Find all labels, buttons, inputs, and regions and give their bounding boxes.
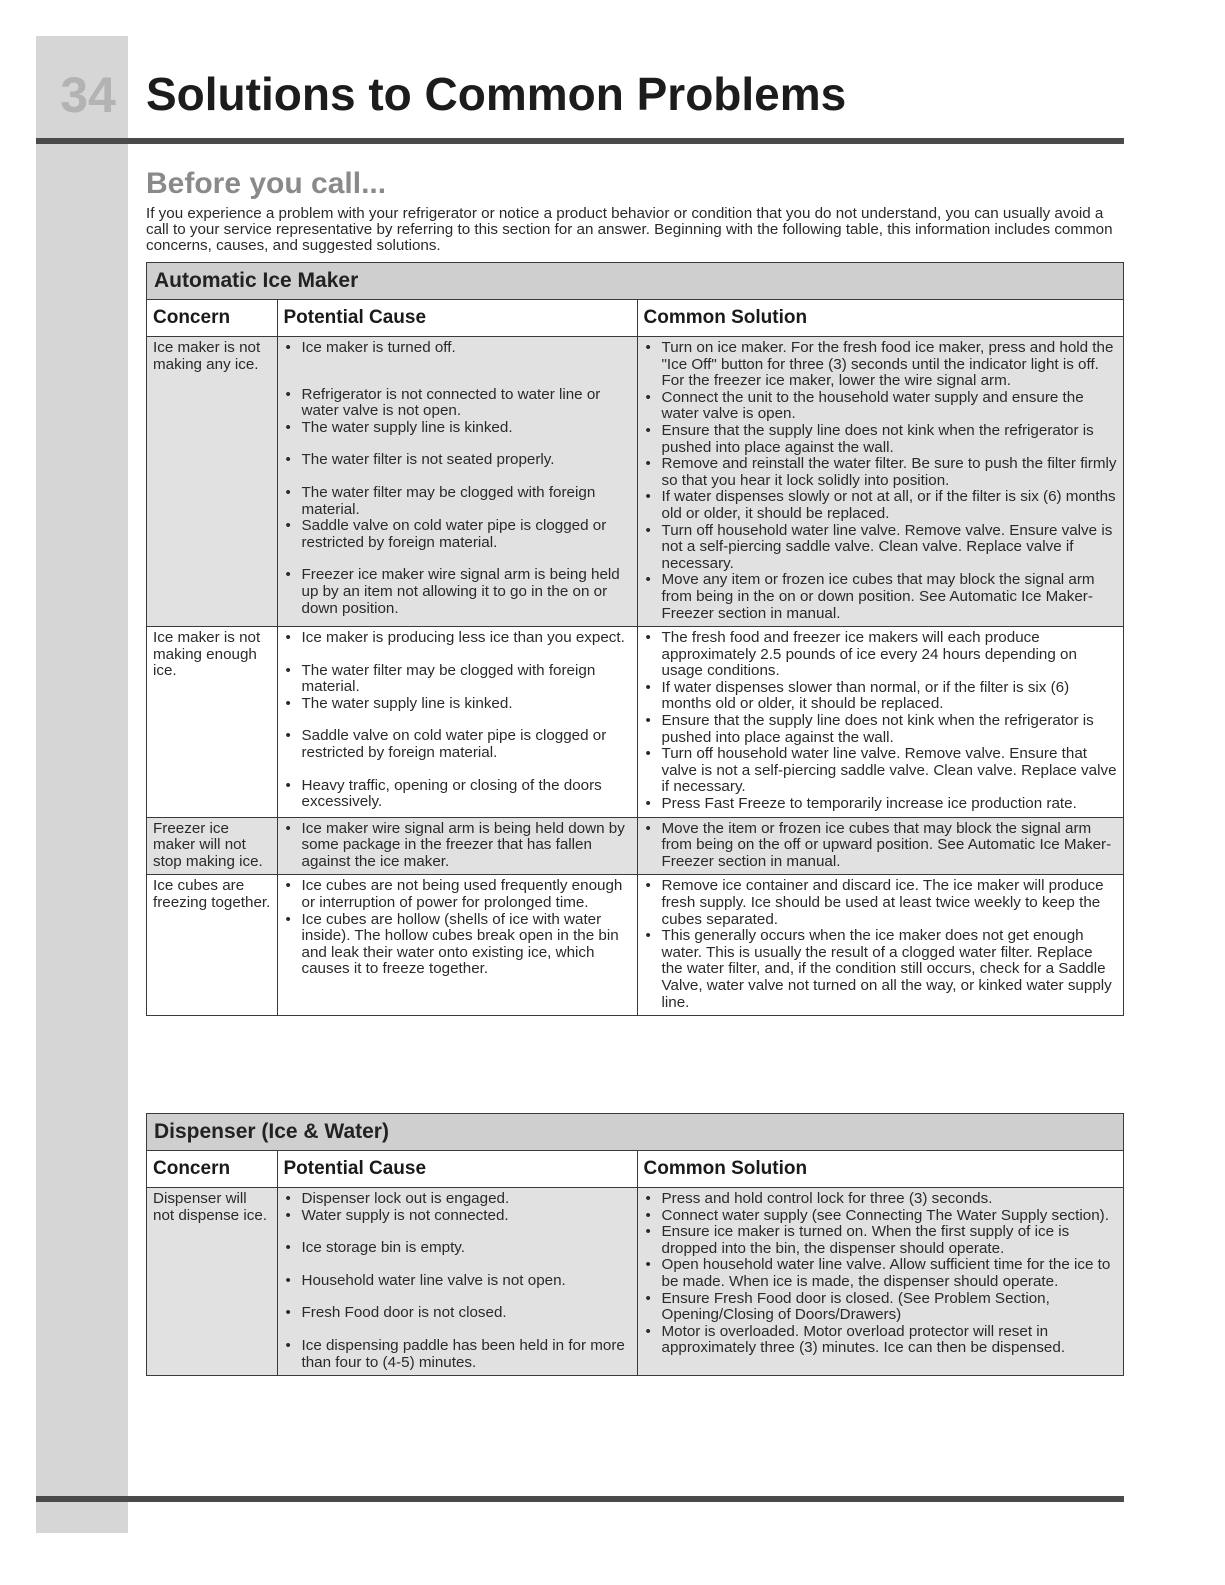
table-row <box>147 337 1123 627</box>
cause-item: • Ice storage bin is empty. <box>284 1240 631 1257</box>
header-concern: Concern <box>147 300 277 337</box>
cause-cell <box>277 627 637 818</box>
cause-item: • The water filter is not seated properly. <box>284 452 631 469</box>
cause-item: • Ice cubes are hollow (shells of ice with water inside). The hollow cubes break open in the bin and leak their water onto existing ice, which causes it to freeze together. <box>284 912 631 978</box>
bottom-divider <box>36 1496 1124 1502</box>
ice-maker-title: Automatic Ice Maker <box>147 263 1123 300</box>
solution-item: • Ensure that the supply line does not kink when the refrigerator is pushed into place against the wall. <box>644 423 1118 456</box>
concern-cell: Ice cubes are freezing together. <box>147 875 277 1015</box>
solution-item: • Turn off household water line valve. Remove valve. Ensure that valve is not a self-piercing saddle valve. Clean valve. Replace valve if necessary. <box>644 746 1118 796</box>
cause-item: • The water filter may be clogged with foreign material. <box>284 663 631 696</box>
table-row <box>147 875 1123 1015</box>
concern-cell: Dispenser will not dispense ice. <box>147 1188 277 1376</box>
solution-cell <box>637 627 1123 818</box>
solution-item: • Open household water line valve. Allow sufficient time for the ice to be made. When ice is made, the dispenser should operate. <box>644 1257 1118 1290</box>
intro-paragraph: If you experience a problem with your refrigerator or notice a product behavior or condition that you do not understand, you can usually avoid a call to your service representative by referring to this section for an answer. Beginning with the following table, this information includes common concerns, causes, and suggested solutions. <box>146 205 1113 254</box>
cause-cell <box>277 875 637 1015</box>
solution-item: • Ensure ice maker is turned on. When the first supply of ice is dropped into the bin, the dispenser should operate. <box>644 1224 1118 1257</box>
cause-item: • Ice maker wire signal arm is being held down by some package in the freezer that has fallen against the ice maker. <box>284 821 631 871</box>
header-concern: Concern <box>147 1151 277 1188</box>
solution-item: • If water dispenses slowly or not at all, or if the filter is six (6) months old or older, it should be replaced. <box>644 489 1118 522</box>
page-title: Solutions to Common Problems <box>146 68 847 120</box>
concern-cell: Freezer ice maker will not stop making ice. <box>147 817 277 875</box>
table-row <box>147 1188 1123 1376</box>
solution-item: • Move the item or frozen ice cubes that may block the signal arm from being on the off or upward position. See Automatic Ice Maker-Freezer section in manual. <box>644 821 1118 871</box>
header-solution: Common Solution <box>637 1151 1123 1188</box>
solution-cell <box>637 1188 1123 1376</box>
cause-cell <box>277 817 637 875</box>
solution-item: • Press Fast Freeze to temporarily increase ice production rate. <box>644 796 1118 813</box>
dispenser-table <box>146 1113 1124 1376</box>
cause-item: • Water supply is not connected. <box>284 1208 631 1225</box>
solution-item: • Motor is overloaded. Motor overload protector will reset in approximately three (3) minutes. Ice can then be dispensed. <box>644 1324 1118 1357</box>
ice-maker-grid <box>147 300 1123 1015</box>
cause-item: • Ice maker is turned off. <box>284 340 631 357</box>
top-divider <box>36 138 1124 144</box>
solution-item: • Turn off household water line valve. Remove valve. Ensure valve is not a self-piercing saddle valve. Clean valve. Replace valve if necessary. <box>644 523 1118 573</box>
concern-cell: Ice maker is not making enough ice. <box>147 627 277 818</box>
section-subtitle: Before you call... <box>146 167 387 200</box>
solution-item: • Connect water supply (see Connecting The Water Supply section). <box>644 1208 1118 1225</box>
solution-item: • Turn on ice maker. For the fresh food ice maker, press and hold the "Ice Off" button for three (3) seconds until the indicator light is off. For the freezer ice maker, lower the wire signal arm. <box>644 340 1118 390</box>
ice-maker-table <box>146 262 1124 1016</box>
cause-item: • Ice dispensing paddle has been held in for more than four to (4-5) minutes. <box>284 1338 631 1371</box>
header-cause: Potential Cause <box>277 300 637 337</box>
solution-cell <box>637 875 1123 1015</box>
cause-item: • Household water line valve is not open. <box>284 1273 631 1290</box>
cause-item: • Heavy traffic, opening or closing of the doors excessively. <box>284 778 631 811</box>
cause-item: • Ice maker is producing less ice than you expect. <box>284 630 631 647</box>
solution-item: • The fresh food and freezer ice makers will each produce approximately 2.5 pounds of ice every 24 hours depending on usage conditions. <box>644 630 1118 680</box>
solution-cell <box>637 817 1123 875</box>
solution-item: • Ensure Fresh Food door is closed. (See Problem Section, Opening/Closing of Doors/Drawers) <box>644 1291 1118 1324</box>
cause-item: • Fresh Food door is not closed. <box>284 1305 631 1322</box>
solution-item: • This generally occurs when the ice maker does not get enough water. This is usually the result of a clogged water filter. Replace the water filter, and, if the condition still occurs, check for a Saddle Valve, water valve not turned on all the way, or kinked water supply line. <box>644 928 1118 1011</box>
cause-item: • Saddle valve on cold water pipe is clogged or restricted by foreign material. <box>284 518 631 551</box>
cause-item: • The water filter may be clogged with foreign material. <box>284 485 631 518</box>
cause-item: • Saddle valve on cold water pipe is clogged or restricted by foreign material. <box>284 728 631 761</box>
side-shade-bar <box>36 36 128 1533</box>
solution-item: • Remove ice container and discard ice. The ice maker will produce fresh supply. Ice should be used at least twice weekly to keep the cubes separated. <box>644 878 1118 928</box>
table-row <box>147 817 1123 875</box>
cause-item: • The water supply line is kinked. <box>284 696 631 713</box>
page-number: 34 <box>60 67 116 123</box>
cause-item: • Refrigerator is not connected to water line or water valve is not open. <box>284 387 631 420</box>
solution-item: • Ensure that the supply line does not kink when the refrigerator is pushed into place against the wall. <box>644 713 1118 746</box>
cause-item: • Ice cubes are not being used frequently enough or interruption of power for prolonged time. <box>284 878 631 911</box>
cause-cell <box>277 337 637 627</box>
dispenser-grid <box>147 1151 1123 1375</box>
solution-item: • Connect the unit to the household water supply and ensure the water valve is open. <box>644 390 1118 423</box>
dispenser-title: Dispenser (Ice & Water) <box>147 1114 1123 1151</box>
cause-item: • Dispenser lock out is engaged. <box>284 1191 631 1208</box>
solution-item: • Move any item or frozen ice cubes that may block the signal arm from being in the on or down position. See Automatic Ice Maker-Freezer section in manual. <box>644 572 1118 622</box>
header-cause: Potential Cause <box>277 1151 637 1188</box>
concern-cell: Ice maker is not making any ice. <box>147 337 277 627</box>
solution-cell <box>637 337 1123 627</box>
solution-item: • Press and hold control lock for three (3) seconds. <box>644 1191 1118 1208</box>
cause-item: • The water supply line is kinked. <box>284 420 631 437</box>
header-solution: Common Solution <box>637 300 1123 337</box>
table-row <box>147 627 1123 818</box>
solution-item: • If water dispenses slower than normal, or if the filter is six (6) months old or older, it should be replaced. <box>644 680 1118 713</box>
solution-item: • Remove and reinstall the water filter. Be sure to push the filter firmly so that you hear it lock solidly into position. <box>644 456 1118 489</box>
cause-item: • Freezer ice maker wire signal arm is being held up by an item not allowing it to go in the on or down position. <box>284 567 631 617</box>
cause-cell <box>277 1188 637 1376</box>
